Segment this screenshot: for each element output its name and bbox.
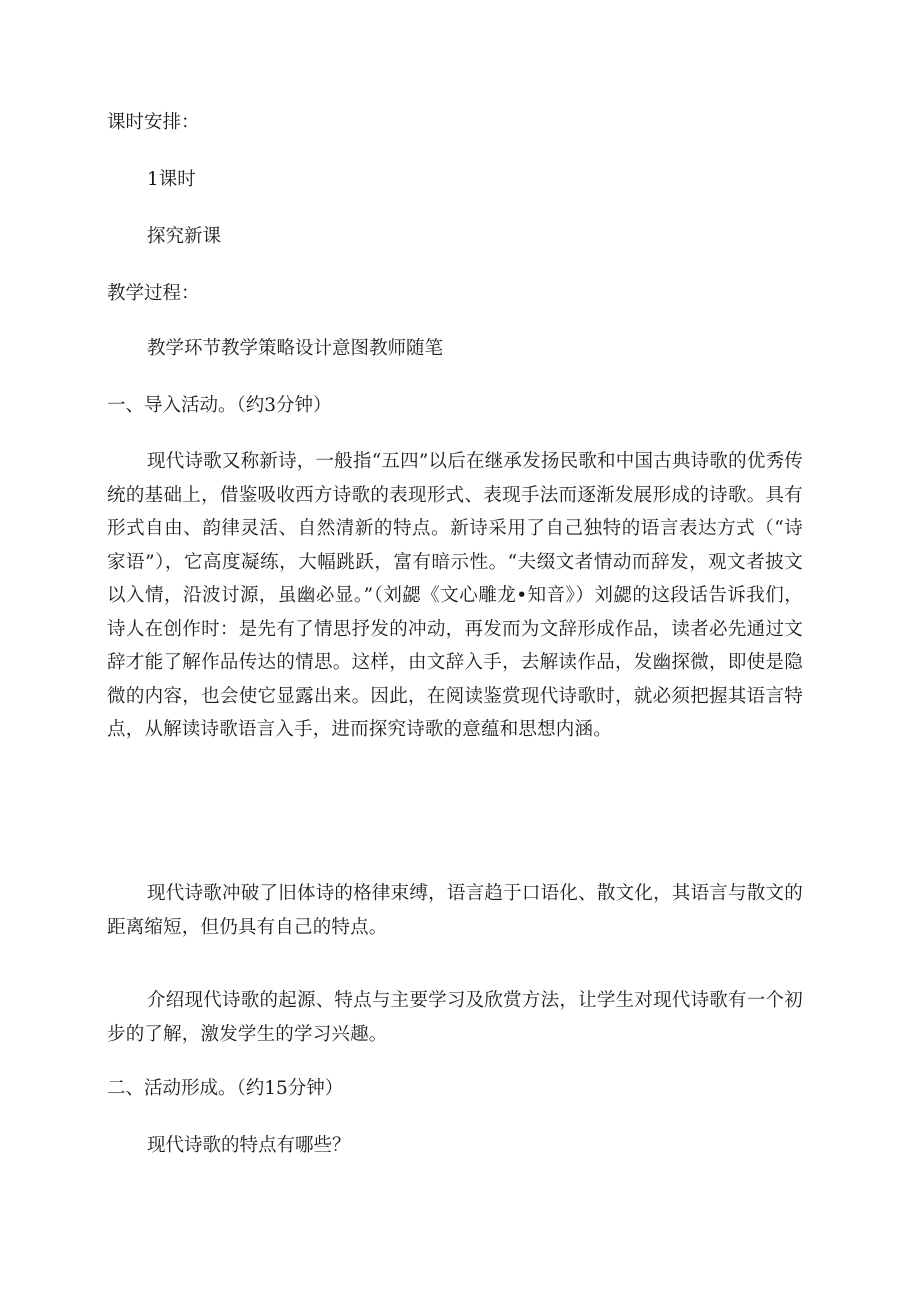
schedule-heading: 课时安排：	[107, 112, 200, 133]
section1-heading: 一、导入活动。（约3分钟）	[107, 395, 332, 416]
section1-paragraph-1: 现代诗歌又称新诗，一般指“五四”以后在继承发扬民歌和中国古典诗歌的优秀传统的基础上，借鉴吸收西方诗歌的表现形式、表现手法而逐渐发展形成的诗歌。具有形式自由、韵律灵活、自然清新的特点。新诗采用了自己独特的语言表达方式（“诗家语”），它高度凝练，大幅跳跃，富有暗示性。“夫缀文者情动而辞发，观文者披文以入情，沿波讨源，虽幽必显。”（刘勰《文心雕龙•知音》）刘勰的这段话告诉我们，诗人在创作时：是先有了情思抒发的冲动，再发而为文辞形成作品，读者必先通过文辞才能了解作品传达的情思。这样，由文辞入手，去解读作品，发幽探微，即使是隐微的内容，也会使它显露出来。因此，在阅读鉴赏现代诗歌时，就必须把握其语言特点，从解读诗歌语言入手，进而探究诗歌的意蕴和思想内涵。	[107, 451, 803, 740]
section1-paragraph-2: 现代诗歌冲破了旧体诗的格律束缚，语言趋于口语化、散文化，其语言与散文的距离缩短，但仍具有自己的特点。	[107, 883, 803, 938]
lesson-type: 探究新课	[147, 226, 222, 247]
section2-heading: 二、活动形成。（约15分钟）	[107, 1078, 344, 1099]
process-heading: 教学过程：	[107, 283, 200, 304]
schedule-value: 1课时	[147, 169, 196, 190]
table-header: 教学环节教学策略设计意图教师随笔	[147, 338, 444, 359]
section2-question: 现代诗歌的特点有哪些？	[147, 1135, 351, 1156]
section1-paragraph-3: 介绍现代诗歌的起源、特点与主要学习及欣赏方法，让学生对现代诗歌有一个初步的了解，激发学生的学习兴趣。	[107, 990, 803, 1045]
